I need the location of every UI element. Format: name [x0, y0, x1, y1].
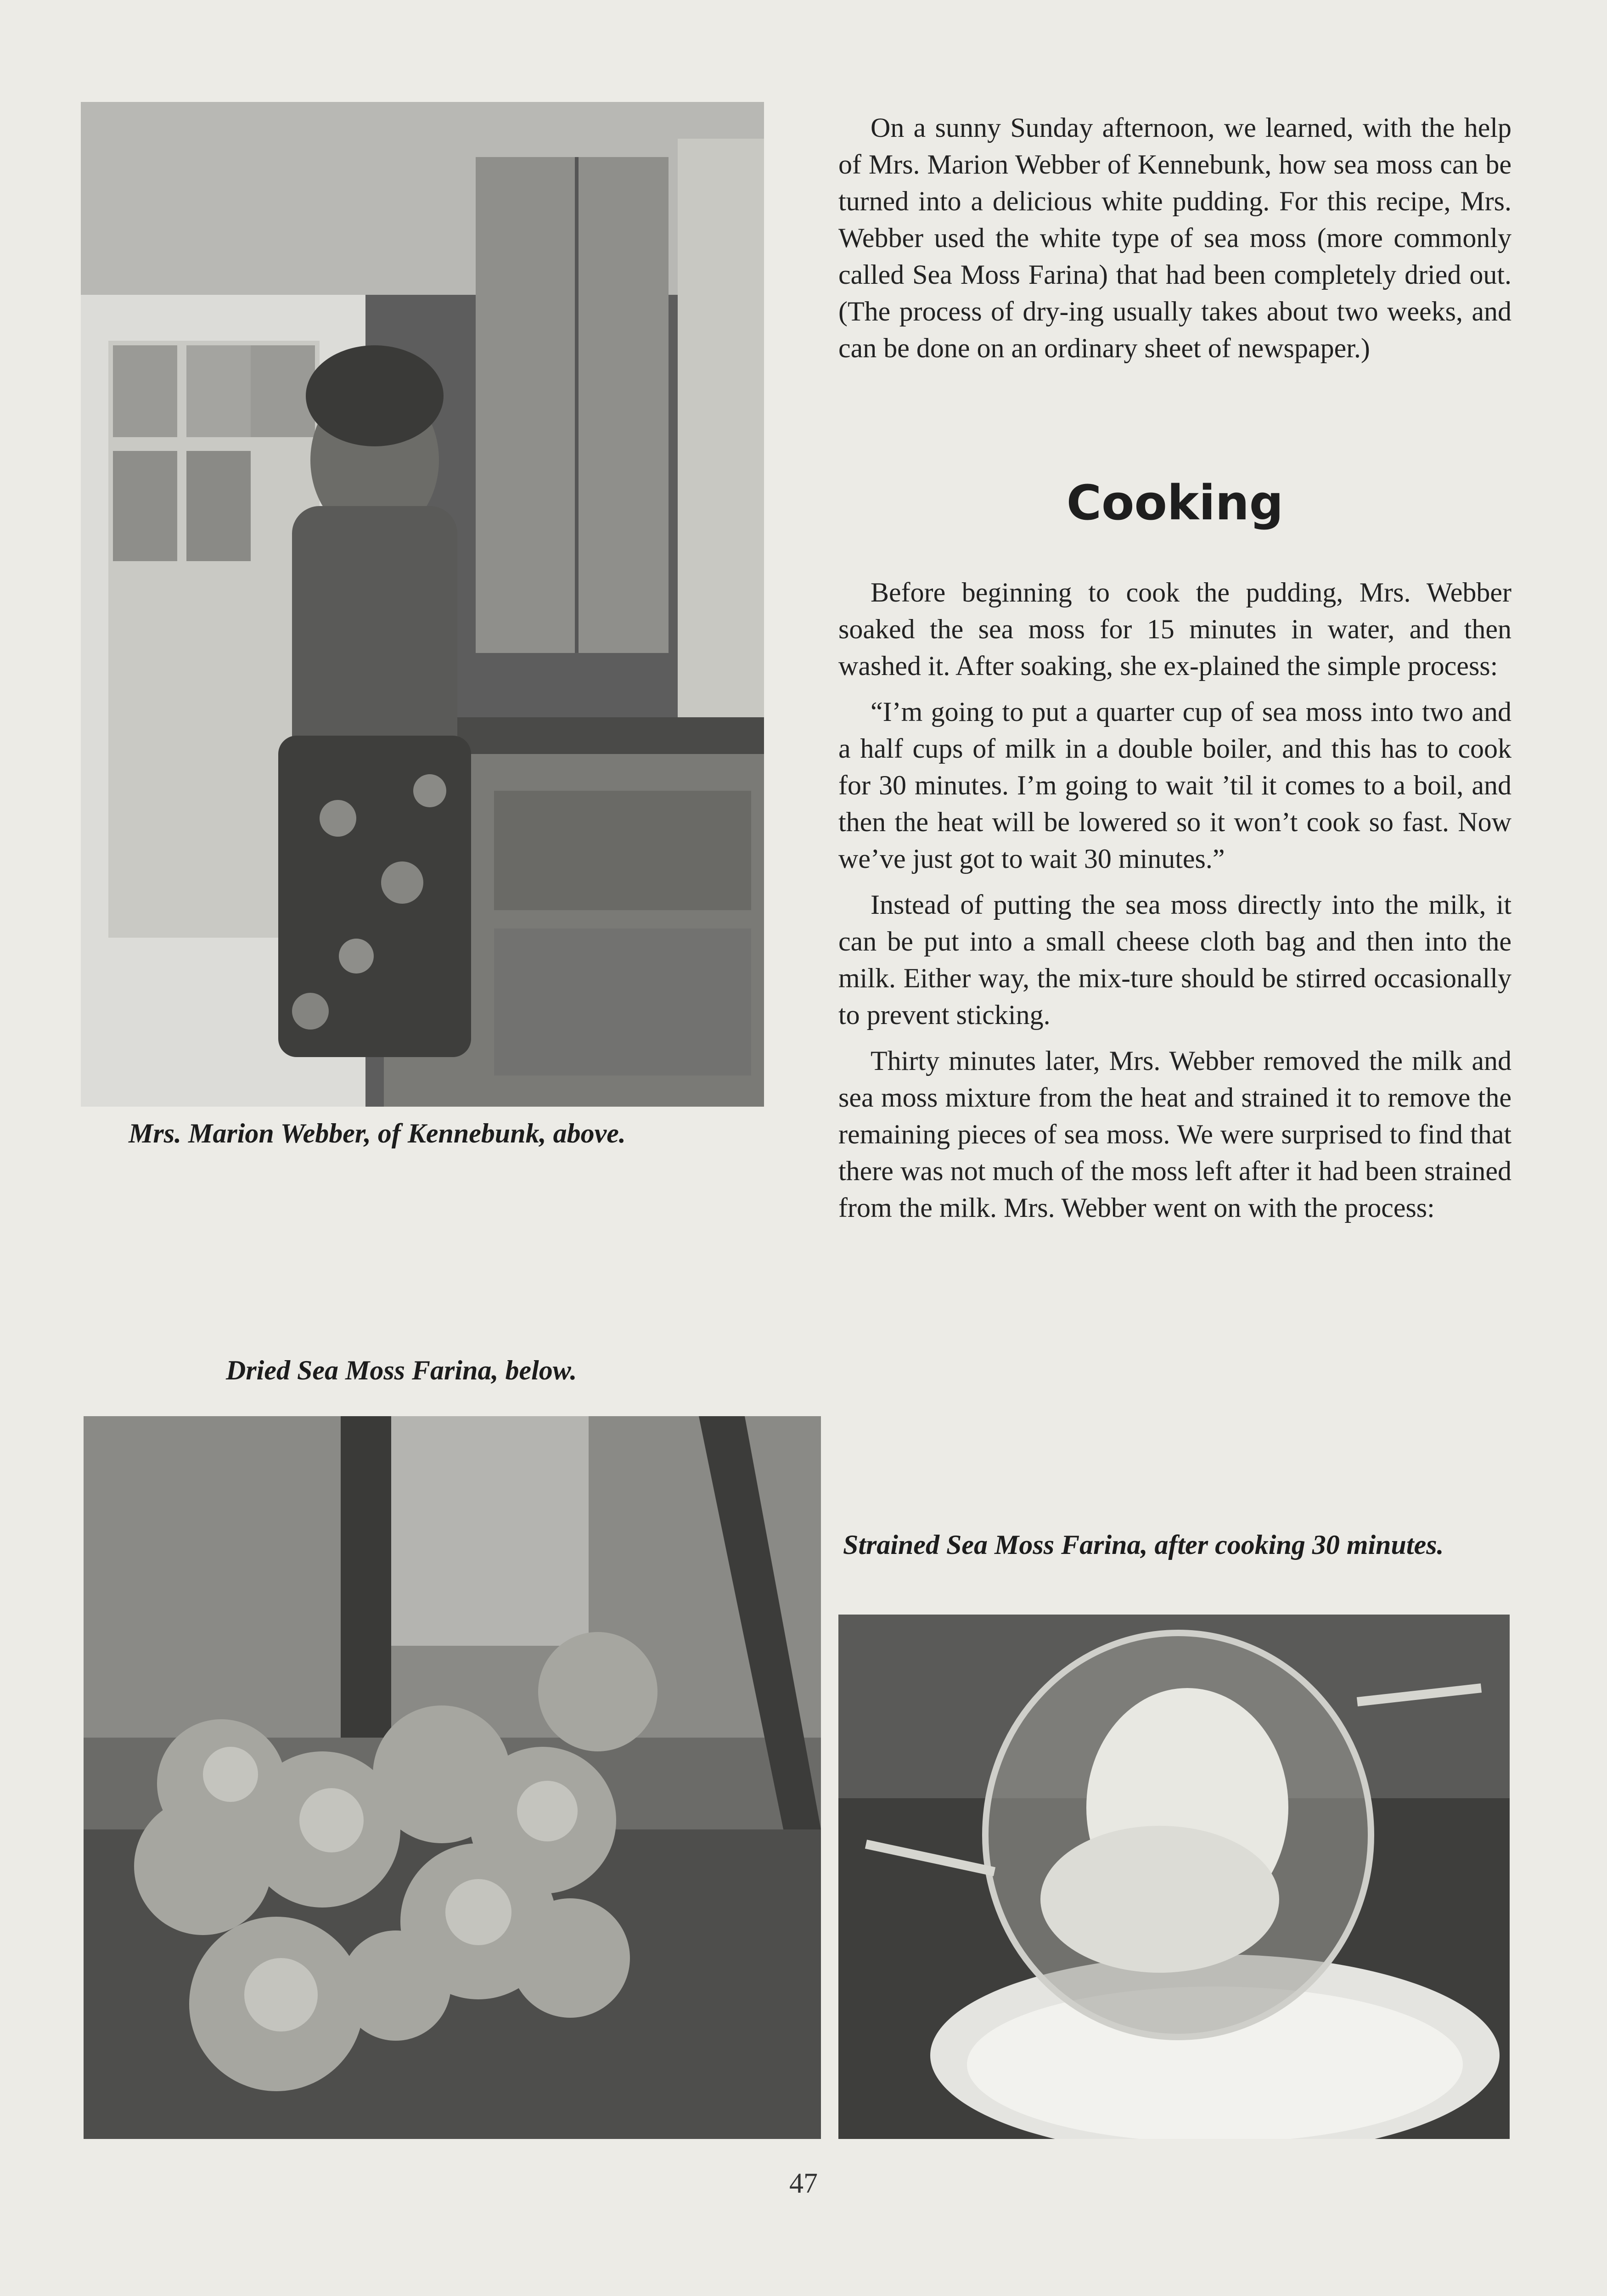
body-paragraph: Instead of putting the sea moss directly into the milk, it can be put into a small cheese cloth bag and then into the milk. Either way, the mix-ture should be stirred occasionally to prevent sticking. [838, 889, 1511, 1030]
section-heading: Cooking [1066, 475, 1284, 531]
body-paragraph: Thirty minutes later, Mrs. Webber removed the milk and sea moss mixture from the heat and strained it to remove the remaining pieces of sea moss. We were surprised to find that there was not much of the moss left after it had been strained from the milk. Mrs. Webber went on with the process: [838, 1046, 1511, 1223]
section-body [838, 574, 1511, 1226]
intro-paragraph: On a sunny Sunday afternoon, we learned, with the help of Mrs. Marion Webber of Kennebunk, how sea moss can be turned into a delicious white pudding. For this recipe, Mrs. Webber used the white type of sea moss (more commonly called Sea Moss Farina) that had been completely dried out. (The process of dry-ing usually takes about two weeks, and can be done on an ordinary sheet of newspaper.) [838, 113, 1511, 363]
intro-text [838, 109, 1511, 366]
page-number: 47 [789, 2168, 818, 2199]
photo-dried-sea-moss [84, 1416, 821, 2139]
caption-dried: Dried Sea Moss Farina, below. [226, 1355, 577, 1385]
body-paragraph: Before beginning to cook the pudding, Mrs. Webber soaked the sea moss for 15 minutes in water, and then washed it. After soaking, she ex-plained the simple process: [838, 577, 1511, 681]
photo-strained-sea-moss [838, 1615, 1510, 2139]
body-paragraph: “I’m going to put a quarter cup of sea moss into two and a half cups of milk in a double boiler, and this has to cook for 30 minutes. I’m going to wait ’til it comes to a boil, and then the heat will be lowered so it won’t cook so fast. Now we’ve just got to wait 30 minutes.” [838, 697, 1511, 874]
caption-kitchen: Mrs. Marion Webber, of Kennebunk, above. [129, 1118, 626, 1148]
caption-strained: Strained Sea Moss Farina, after cooking 30 minutes. [843, 1530, 1444, 1560]
photo-kitchen-woman [81, 102, 764, 1107]
